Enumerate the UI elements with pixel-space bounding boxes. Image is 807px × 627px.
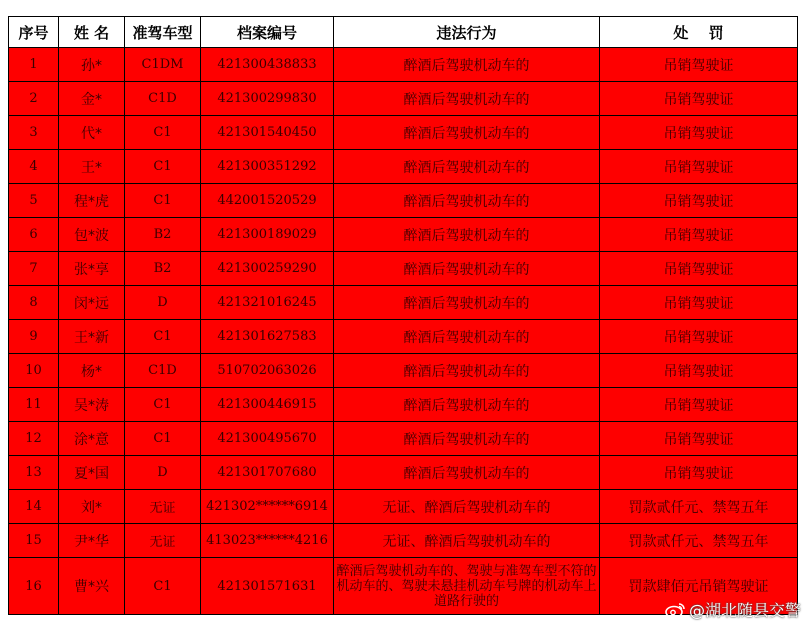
- cell-violation: 醉酒后驾驶机动车的: [334, 116, 600, 150]
- cell-penalty: 吊销驾驶证: [600, 150, 798, 184]
- cell-name: 王*: [59, 150, 125, 184]
- cell-license-type: C1D: [125, 354, 201, 388]
- cell-license-type: C1D: [125, 82, 201, 116]
- cell-penalty: 罚款贰仟元、禁驾五年: [600, 524, 798, 558]
- cell-violation: 醉酒后驾驶机动车的: [334, 388, 600, 422]
- watermark-text: @湖北随县交警: [688, 601, 801, 620]
- cell-name: 夏*国: [59, 456, 125, 490]
- table-row: [9, 456, 798, 490]
- cell-file-number: 510702063026: [201, 354, 334, 388]
- cell-license-type: B2: [125, 218, 201, 252]
- cell-name: 包*波: [59, 218, 125, 252]
- table-row: [9, 422, 798, 456]
- cell-no: 11: [9, 388, 59, 422]
- cell-no: 6: [9, 218, 59, 252]
- cell-violation: 醉酒后驾驶机动车的: [334, 218, 600, 252]
- cell-name: 代*: [59, 116, 125, 150]
- cell-violation: 醉酒后驾驶机动车的: [334, 184, 600, 218]
- cell-penalty: 吊销驾驶证: [600, 456, 798, 490]
- table-row: [9, 252, 798, 286]
- table-row: [9, 116, 798, 150]
- cell-name: 杨*: [59, 354, 125, 388]
- cell-violation: 醉酒后驾驶机动车的: [334, 286, 600, 320]
- cell-license-type: C1: [125, 184, 201, 218]
- cell-name: 孙*: [59, 48, 125, 82]
- table-row: [9, 184, 798, 218]
- cell-license-type: D: [125, 456, 201, 490]
- cell-penalty: 吊销驾驶证: [600, 116, 798, 150]
- cell-license-type: 无证: [125, 524, 201, 558]
- cell-penalty: 吊销驾驶证: [600, 48, 798, 82]
- cell-penalty: 罚款贰仟元、禁驾五年: [600, 490, 798, 524]
- cell-name: 王*新: [59, 320, 125, 354]
- cell-penalty: 吊销驾驶证: [600, 286, 798, 320]
- cell-name: 刘*: [59, 490, 125, 524]
- cell-no: 1: [9, 48, 59, 82]
- cell-no: 2: [9, 82, 59, 116]
- cell-license-type: C1DM: [125, 48, 201, 82]
- cell-violation: 无证、醉酒后驾驶机动车的: [334, 490, 600, 524]
- table-row: [9, 490, 798, 524]
- cell-file-number: 421301627583: [201, 320, 334, 354]
- cell-no: 10: [9, 354, 59, 388]
- header-license-type: 准驾车型: [125, 17, 201, 48]
- cell-license-type: D: [125, 286, 201, 320]
- header-file-number: 档案编号: [201, 17, 334, 48]
- cell-penalty: 吊销驾驶证: [600, 218, 798, 252]
- cell-license-type: C1: [125, 558, 201, 615]
- cell-no: 5: [9, 184, 59, 218]
- cell-file-number: 421301540450: [201, 116, 334, 150]
- cell-violation: 无证、醉酒后驾驶机动车的: [334, 524, 600, 558]
- cell-name: 金*: [59, 82, 125, 116]
- header-row: [9, 17, 798, 48]
- table-row: [9, 354, 798, 388]
- table-row: [9, 286, 798, 320]
- cell-name: 程*虎: [59, 184, 125, 218]
- cell-file-number: 442001520529: [201, 184, 334, 218]
- cell-no: 13: [9, 456, 59, 490]
- cell-violation: 醉酒后驾驶机动车的: [334, 150, 600, 184]
- cell-license-type: C1: [125, 320, 201, 354]
- cell-no: 7: [9, 252, 59, 286]
- table-row: [9, 524, 798, 558]
- cell-name: 曹*兴: [59, 558, 125, 615]
- cell-violation: 醉酒后驾驶机动车的、驾驶与准驾车型不符的机动车的、驾驶未悬挂机动车号牌的机动车上道路行驶的: [334, 558, 600, 615]
- cell-file-number: 421300259290: [201, 252, 334, 286]
- table-row: [9, 82, 798, 116]
- cell-file-number: 421300189029: [201, 218, 334, 252]
- cell-name: 涂*意: [59, 422, 125, 456]
- cell-penalty: 吊销驾驶证: [600, 82, 798, 116]
- cell-penalty: 吊销驾驶证: [600, 184, 798, 218]
- cell-penalty: 吊销驾驶证: [600, 252, 798, 286]
- cell-penalty: 吊销驾驶证: [600, 388, 798, 422]
- table-row: [9, 150, 798, 184]
- table-row: [9, 320, 798, 354]
- cell-violation: 醉酒后驾驶机动车的: [334, 48, 600, 82]
- cell-file-number: 421300438833: [201, 48, 334, 82]
- header-name: 姓 名: [59, 17, 125, 48]
- cell-penalty: 吊销驾驶证: [600, 422, 798, 456]
- cell-file-number: 421302******6914: [201, 490, 334, 524]
- cell-violation: 醉酒后驾驶机动车的: [334, 354, 600, 388]
- cell-no: 12: [9, 422, 59, 456]
- cell-file-number: 421301707680: [201, 456, 334, 490]
- cell-file-number: 421301571631: [201, 558, 334, 615]
- cell-violation: 醉酒后驾驶机动车的: [334, 252, 600, 286]
- cell-license-type: B2: [125, 252, 201, 286]
- cell-file-number: 421300495670: [201, 422, 334, 456]
- cell-name: 尹*华: [59, 524, 125, 558]
- cell-file-number: 421321016245: [201, 286, 334, 320]
- cell-no: 3: [9, 116, 59, 150]
- table-row: [9, 218, 798, 252]
- cell-license-type: C1: [125, 388, 201, 422]
- cell-file-number: 421300351292: [201, 150, 334, 184]
- header-no: 序号: [9, 17, 59, 48]
- header-penalty: 处 罚: [600, 17, 798, 48]
- cell-no: 15: [9, 524, 59, 558]
- cell-no: 4: [9, 150, 59, 184]
- cell-file-number: 421300446915: [201, 388, 334, 422]
- cell-penalty: 罚款肆佰元吊销驾驶证: [600, 558, 798, 615]
- cell-name: 闵*远: [59, 286, 125, 320]
- cell-penalty: 吊销驾驶证: [600, 354, 798, 388]
- violations-table: [8, 16, 798, 615]
- cell-license-type: C1: [125, 116, 201, 150]
- cell-license-type: C1: [125, 150, 201, 184]
- cell-no: 9: [9, 320, 59, 354]
- cell-license-type: 无证: [125, 490, 201, 524]
- cell-name: 吴*涛: [59, 388, 125, 422]
- cell-no: 14: [9, 490, 59, 524]
- cell-license-type: C1: [125, 422, 201, 456]
- cell-name: 张*享: [59, 252, 125, 286]
- cell-file-number: 421300299830: [201, 82, 334, 116]
- table-row: [9, 388, 798, 422]
- cell-penalty: 吊销驾驶证: [600, 320, 798, 354]
- cell-violation: 醉酒后驾驶机动车的: [334, 456, 600, 490]
- cell-file-number: 413023******4216: [201, 524, 334, 558]
- cell-violation: 醉酒后驾驶机动车的: [334, 82, 600, 116]
- watermark: [665, 598, 801, 621]
- table-row: [9, 48, 798, 82]
- cell-no: 8: [9, 286, 59, 320]
- cell-violation: 醉酒后驾驶机动车的: [334, 320, 600, 354]
- weibo-icon: [665, 602, 685, 618]
- cell-violation: 醉酒后驾驶机动车的: [334, 422, 600, 456]
- cell-no: 16: [9, 558, 59, 615]
- header-violation: 违法行为: [334, 17, 600, 48]
